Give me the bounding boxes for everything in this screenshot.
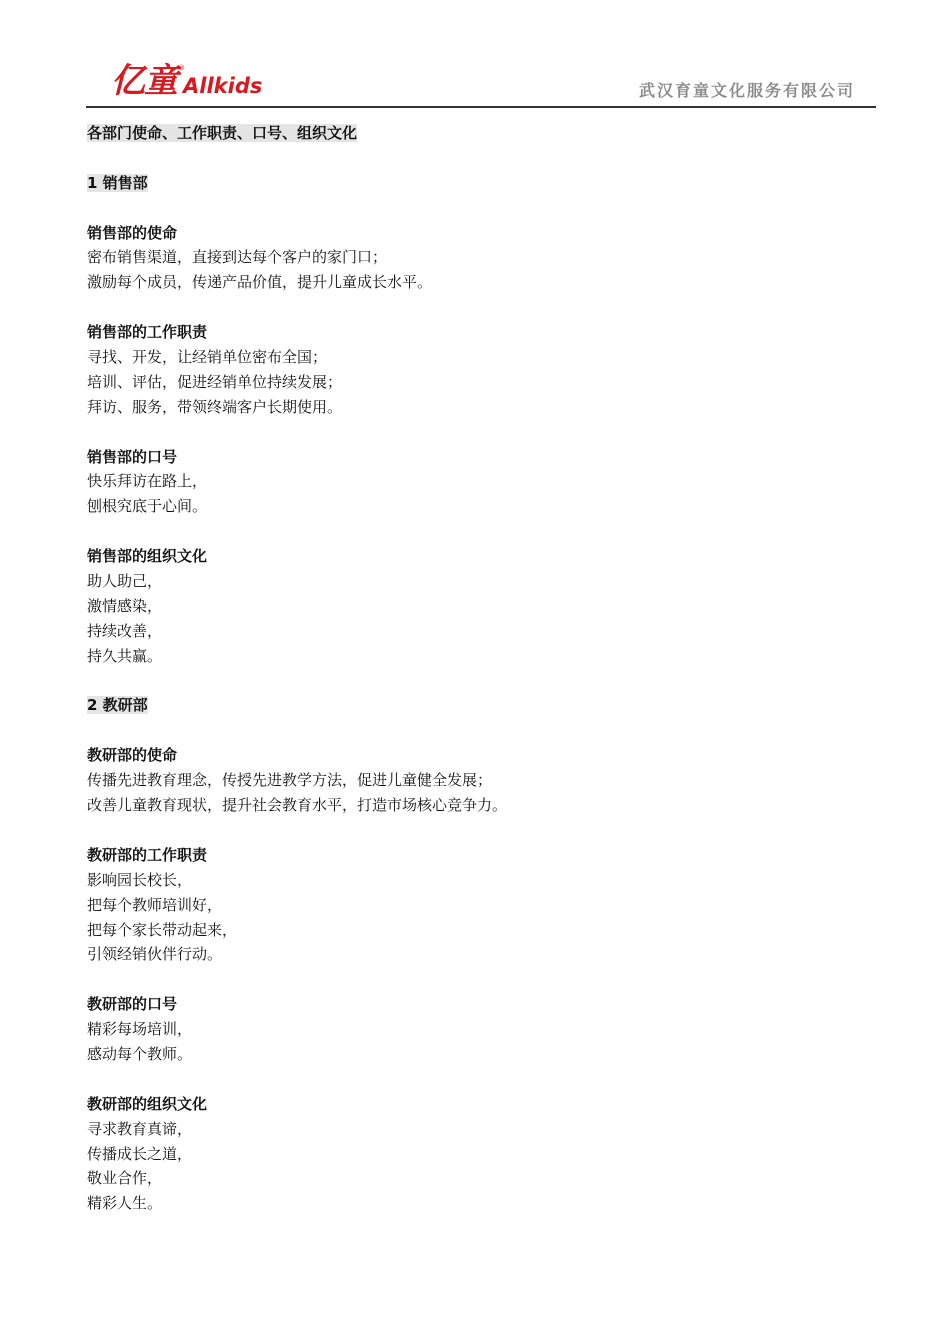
company-logo: [111, 61, 263, 101]
research-culture-line: 精彩人生。: [87, 1194, 163, 1213]
registered-mark: ®: [178, 64, 185, 72]
research-mission-line: 传播先进教育理念，传授先进教学方法，促进儿童健全发展；: [87, 771, 493, 790]
sales-culture-line: 助人助己，: [87, 572, 163, 591]
logo-english: Allkids: [183, 74, 263, 98]
research-duties-title: 教研部的工作职责: [87, 845, 208, 864]
research-culture-line: 敬业合作，: [87, 1169, 163, 1188]
sales-mission-line: 激励每个成员，传递产品价值，提升儿童成长水平。: [87, 273, 433, 292]
research-culture-title: 教研部的组织文化: [87, 1094, 208, 1113]
header-divider: [86, 106, 876, 108]
research-culture-line: 寻求教育真谛，: [87, 1119, 193, 1138]
research-slogan-title: 教研部的口号: [87, 995, 178, 1014]
research-duty-line: 影响园长校长，: [87, 870, 193, 889]
page-header: [0, 0, 950, 110]
section-heading-research: 2 教研部: [87, 696, 148, 715]
sales-slogan-title: 销售部的口号: [87, 447, 178, 466]
sales-culture-line: 持久共赢。: [87, 646, 163, 665]
research-slogan-line: 感动每个教师。: [87, 1044, 193, 1063]
company-name: 武汉育童文化服务有限公司: [638, 81, 855, 100]
sales-culture-title: 销售部的组织文化: [87, 547, 208, 566]
research-duty-line: 把每个教师培训好，: [87, 895, 223, 914]
research-duty-line: 把每个家长带动起来，: [87, 920, 238, 939]
research-duty-line: 引领经销伙伴行动。: [87, 945, 223, 964]
sales-duty-line: 拜访、服务，带领终端客户长期使用。: [87, 397, 343, 416]
sales-slogan-line: 刨根究底于心间。: [87, 497, 208, 516]
research-culture-line: 传播成长之道，: [87, 1144, 193, 1163]
sales-duty-line: 寻找、开发，让经销单位密布全国；: [87, 348, 328, 367]
sales-culture-line: 持续改善，: [87, 621, 163, 640]
section-heading-sales: 1 销售部: [87, 173, 148, 192]
sales-duty-line: 培训、评估，促进经销单位持续发展；: [87, 372, 343, 391]
research-mission-line: 改善儿童教育现状，提升社会教育水平，打造市场核心竞争力。: [87, 796, 508, 815]
sales-slogan-line: 快乐拜访在路上，: [87, 472, 208, 491]
sales-duties-title: 销售部的工作职责: [87, 323, 208, 342]
sales-mission-line: 密布销售渠道，直接到达每个客户的家门口；: [87, 248, 388, 267]
sales-mission-title: 销售部的使命: [87, 223, 178, 242]
research-slogan-line: 精彩每场培训，: [87, 1020, 193, 1039]
research-mission-title: 教研部的使命: [87, 746, 178, 765]
logo-chinese: 亿童: [111, 61, 177, 101]
sales-culture-line: 激情感染，: [87, 596, 163, 615]
document-title: 各部门使命、工作职责、口号、组织文化: [87, 124, 358, 142]
document-body: [87, 121, 867, 1216]
